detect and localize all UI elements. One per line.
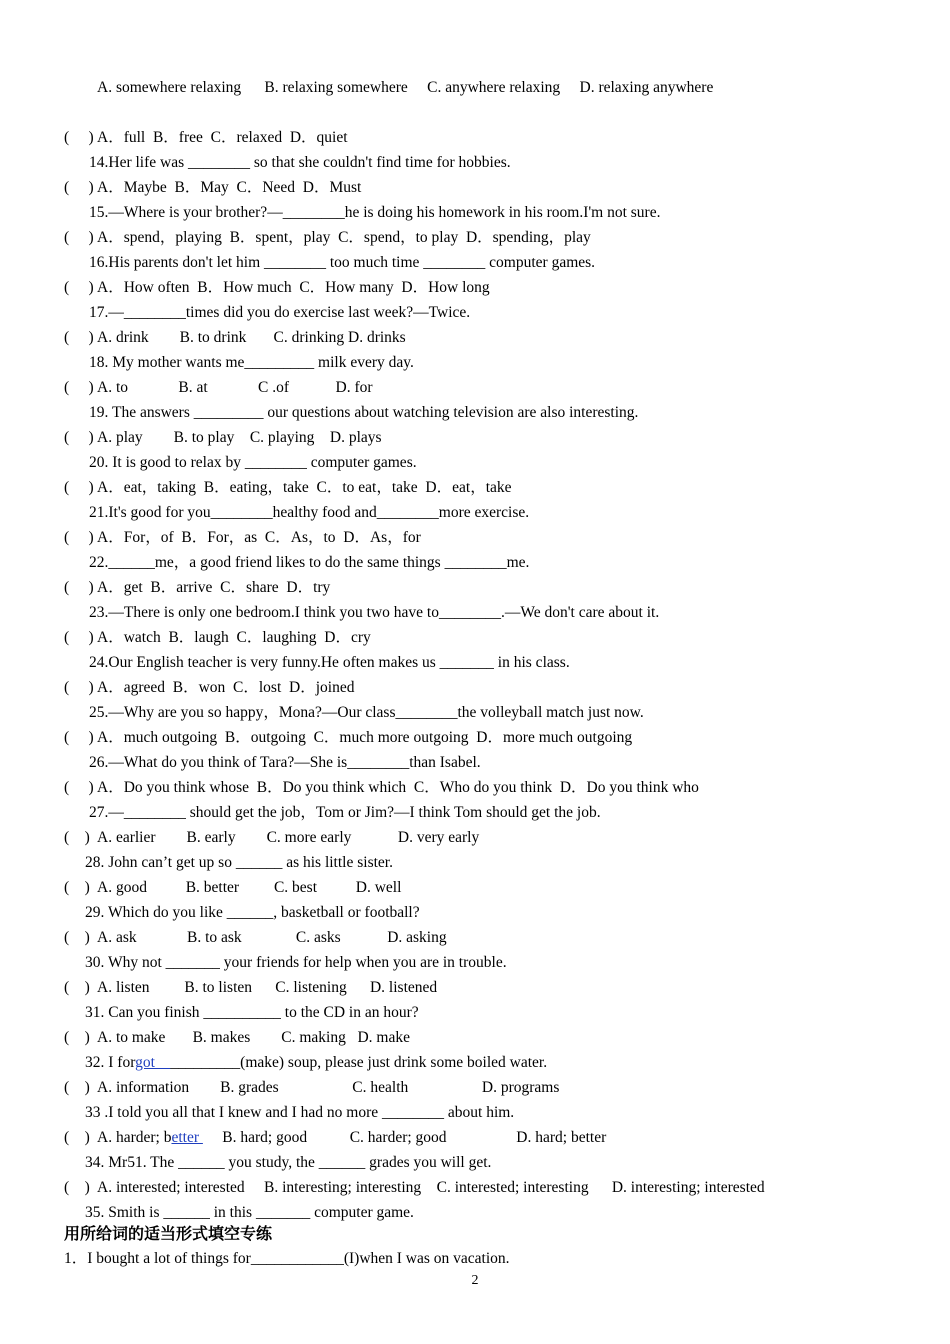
answer-blank: ( ) xyxy=(64,379,94,396)
question-text: 16.His parents don't let him ________ too much time ________ computer games. xyxy=(89,254,596,271)
question-text: 30. Why not _______ your friends for help when you are in trouble. xyxy=(85,954,507,971)
q20-options: A. play B. to play C. playing D. plays xyxy=(97,429,382,446)
q26-options: A．much outgoing B．outgoing C．much more outgoing D．more much outgoing xyxy=(97,729,633,746)
question-text: 28. John can’t get up so ______ as his little sister. xyxy=(85,854,393,871)
question-text: 29. Which do you like ______, basketball or football? xyxy=(85,904,420,921)
page-number: 2 xyxy=(471,1273,479,1288)
fill-in-item-1: 1．I bought a lot of things for____________(I)when I was on vacation. xyxy=(64,1250,510,1267)
question-text: 22.______me，a good friend likes to do the same things ________me. xyxy=(89,554,530,571)
answer-blank: ( ) xyxy=(64,129,94,146)
options-text-start: A. harder; b xyxy=(97,1129,172,1146)
q30-options: A. ask B. to ask C. asks D. asking xyxy=(97,929,447,946)
q14-options: A．full B．free C．relaxed D．quiet xyxy=(97,129,348,146)
answer-blank: ( ) xyxy=(64,529,94,546)
q17-options: A．How often B．How much C．How many D．How long xyxy=(97,279,490,296)
q22-options: A．For，of B．For，as C．As，to D．As，for xyxy=(97,529,421,546)
answer-blank: ( ) xyxy=(64,1129,90,1146)
q18-options: A. drink B. to drink C. drinking D. drinks xyxy=(97,329,406,346)
q15-options: A．Maybe B．May C．Need D．Must xyxy=(97,179,362,196)
answer-blank: ( ) xyxy=(64,479,94,496)
question-text: 23.—There is only one bedroom.I think you two have to________.—We don't care about it. xyxy=(89,604,660,621)
q31-options: A. listen B. to listen C. listening D. listened xyxy=(97,979,438,996)
answer-blank: ( ) xyxy=(64,879,90,896)
question-text-end: _________(make) soup, please just drink some boiled water. xyxy=(170,1054,548,1071)
q34-options xyxy=(97,1125,950,1150)
answer-blank: ( ) xyxy=(64,279,94,296)
question-text: 27.—________ should get the job，Tom or Jim?—I think Tom should get the job. xyxy=(89,804,601,821)
answer-blank: ( ) xyxy=(64,229,94,246)
answer-blank: ( ) xyxy=(64,779,94,796)
answer-blank: ( ) xyxy=(64,1179,90,1196)
question-text: 33 .I told you all that I knew and I had no more ________ about him. xyxy=(85,1104,515,1121)
answer-blank: ( ) xyxy=(64,929,90,946)
q35-options: A. interested; interested B. interesting; interesting C. interested; interesting D. interesting; interested xyxy=(97,1179,765,1196)
question-text: 31. Can you finish __________ to the CD in an hour? xyxy=(85,1004,419,1021)
q32-options: A. to make B. makes C. making D. make xyxy=(97,1029,410,1046)
hyperlink-text[interactable]: etter xyxy=(171,1129,203,1146)
question-text: 25.—Why are you so happy，Mona?—Our class________the volleyball match just now. xyxy=(89,704,644,721)
question-text: 21.It's good for you________healthy food and________more exercise. xyxy=(89,504,530,521)
answer-blank: ( ) xyxy=(64,1029,90,1046)
q19-options: A. to B. at C .of D. for xyxy=(97,379,373,396)
question-text: 34. Mr51. The ______ you study, the ______ grades you will get. xyxy=(85,1154,492,1171)
question-text: 18. My mother wants me_________ milk every day. xyxy=(89,354,414,371)
question-text: 15.—Where is your brother?—________he is doing his homework in his room.I'm not sure. xyxy=(89,204,661,221)
q29-options: A. good B. better C. best D. well xyxy=(97,879,402,896)
q23-options: A．get B．arrive C．share D．try xyxy=(97,579,331,596)
question-text: 14.Her life was ________ so that she couldn't find time for hobbies. xyxy=(89,154,511,171)
q28-options: A. earlier B. early C. more early D. very early xyxy=(97,829,480,846)
q27-options: A．Do you think whose B．Do you think which C．Who do you think D．Do you think who xyxy=(97,779,699,796)
answer-blank: ( ) xyxy=(64,1079,90,1096)
question-text: 17.—________times did you do exercise last week?—Twice. xyxy=(89,304,471,321)
answer-blank: ( ) xyxy=(64,729,94,746)
q21-options: A．eat，taking B．eating，take C．to eat，take D．eat，take xyxy=(97,479,512,496)
hyperlink-text[interactable]: got xyxy=(135,1054,171,1071)
question-text: 19. The answers _________ our questions about watching television are also interesting. xyxy=(89,404,639,421)
answer-blank: ( ) xyxy=(64,979,90,996)
answer-blank: ( ) xyxy=(64,329,94,346)
q33-options: A. information B. grades C. health D. programs xyxy=(97,1079,560,1096)
q24-options: A．watch B．laugh C．laughing D．cry xyxy=(97,629,371,646)
answer-blank: ( ) xyxy=(64,579,94,596)
section-heading: 用所给词的适当形式填空专练 xyxy=(64,1224,273,1243)
question-text-start: 32. I for xyxy=(85,1054,136,1071)
answer-blank: ( ) xyxy=(64,679,94,696)
answer-blank: ( ) xyxy=(64,629,94,646)
question-text: 20. It is good to relax by ________ computer games. xyxy=(89,454,417,471)
q13-options: A. somewhere relaxing B. relaxing somewhere C. anywhere relaxing D. relaxing anywhere xyxy=(97,79,714,96)
answer-blank: ( ) xyxy=(64,429,94,446)
q16-options: A．spend，playing B．spent，play C．spend，to play D．spending，play xyxy=(97,229,591,246)
options-text-end: B. hard; good C. harder; good D. hard; better xyxy=(202,1129,607,1146)
question-text: 26.—What do you think of Tara?—She is________than Isabel. xyxy=(89,754,481,771)
question-text: 35. Smith is ______ in this _______ computer game. xyxy=(85,1204,414,1221)
question-text: 24.Our English teacher is very funny.He often makes us _______ in his class. xyxy=(89,654,570,671)
answer-blank: ( ) xyxy=(64,829,90,846)
answer-blank: ( ) xyxy=(64,179,94,196)
q25-options: A．agreed B．won C．lost D．joined xyxy=(97,679,355,696)
